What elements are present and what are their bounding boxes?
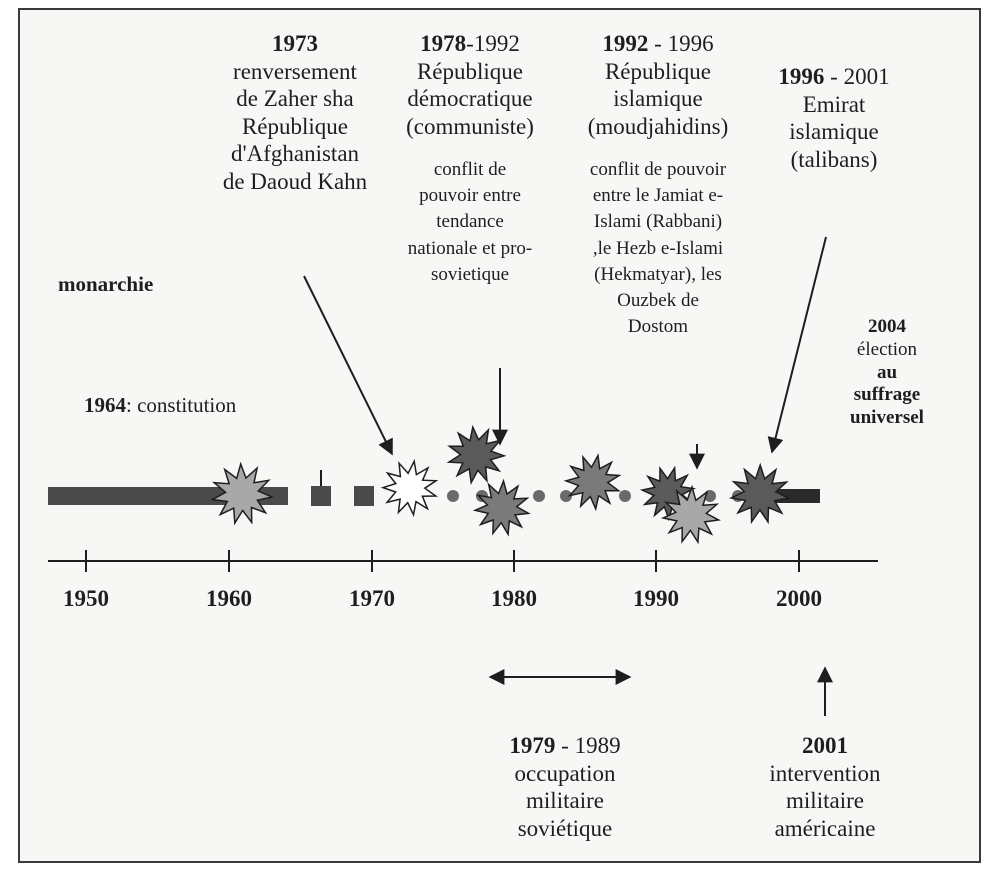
event-1973-line: de Zaher sha [236,86,354,112]
event-1992-detail-line: (Hekmatyar), les [594,263,722,285]
period-square [354,486,374,506]
event-1978-year-end: -1992 [466,31,520,56]
event-1992-detail [558,157,758,341]
event-1992-line: République [604,58,712,84]
event-1978-line: démocratique [407,86,533,112]
event-1973-line: de Daoud Kahn [222,168,368,194]
event-1964 [84,393,236,418]
event-2004 [832,316,942,430]
monarchy-label: monarchie [58,272,154,296]
event-1978-line: République [416,58,524,84]
axis-tick-label: 1970 [349,586,395,611]
event-2004-line: suffrage [853,384,921,406]
event-1996-line: Emirat [802,91,866,117]
event-1996-year-end: - 2001 [824,64,890,89]
event-1996-year-start: 1996 [778,64,825,89]
event-1964-year: 1964 [84,393,126,417]
event-1973 [190,30,400,196]
event-1992-line: (moudjahidins) [587,113,729,139]
event-1992-detail-line: Dostom [627,316,689,338]
event-2004-line: universel [850,407,924,429]
event-1996-years [752,63,916,91]
event-1973-year: 1973 [272,31,318,56]
event-1979-year-end: - 1989 [555,733,621,758]
event-1978-years [372,30,568,58]
event-1996-line: (talibans) [790,146,878,172]
event-1978 [372,30,568,140]
explosion-icon [731,465,788,522]
event-1992-year-end: - 1996 [648,31,714,56]
event-1979-line: occupation [514,760,616,786]
event-2004-year: 2004 [868,316,906,337]
event-1964-label: : constitution [126,393,237,417]
axis-tick-label: 2000 [776,586,822,611]
event-1978-detail-line: nationale et pro- [407,237,533,259]
explosions [213,427,789,542]
arrow-1996 [772,237,826,452]
event-2004-line: élection [856,338,918,360]
axis-tick-label: 1980 [491,586,537,611]
event-1978-detail-line: pouvoir entre [419,185,521,207]
axis-tick-label: 1990 [633,586,679,611]
event-1992-detail-line: Islami (Rabbani) [593,211,723,233]
event-1978-detail [372,157,568,288]
event-2001 [735,732,915,842]
event-1992-detail-line: entre le Jamiat e- [592,185,724,207]
event-1996-line: islamique [789,119,879,145]
event-1978-year-start: 1978 [420,31,467,56]
event-1992-detail-line: ,le Hezb e-Islami [592,237,724,259]
event-1992-detail-line: Ouzbek de [617,290,699,312]
event-1979-line: soviétique [517,815,613,841]
arrow-1973 [304,276,392,454]
event-1978-detail-line: sovietique [430,263,510,285]
event-2001-line: militaire [786,788,864,814]
event-1992 [558,30,758,140]
explosion-icon [475,481,528,534]
event-1979 [470,732,660,842]
event-2004-line: au [876,361,898,383]
axis-tick-label: 1950 [63,586,109,611]
event-1978-detail-line: tendance [436,211,504,233]
event-2001-line: intervention [769,760,881,786]
event-1992-year-start: 1992 [602,31,649,56]
event-1973-line: d'Afghanistan [230,141,360,167]
explosion-icon [566,456,619,509]
axis-ticks [63,550,822,611]
event-2001-year: 2001 [802,733,848,758]
event-1978-detail-line: conflit de [433,159,507,180]
axis-tick-label: 1960 [206,586,252,611]
event-1973-line: République [241,113,349,139]
event-1992-detail-line: conflit de pouvoir [589,159,727,180]
event-2001-line: américaine [774,815,876,841]
event-1992-years [558,30,758,58]
event-1979-year-start: 1979 [509,733,556,758]
explosion-icon [383,461,436,515]
event-1979-line: militaire [526,788,604,814]
explosion-icon [449,427,504,482]
event-1978-line: (communiste) [406,113,534,139]
event-1996 [752,63,916,173]
event-1973-line: renversement [233,58,357,84]
event-1992-line: islamique [613,86,703,112]
period-square [311,486,331,506]
event-1979-years [470,732,660,760]
